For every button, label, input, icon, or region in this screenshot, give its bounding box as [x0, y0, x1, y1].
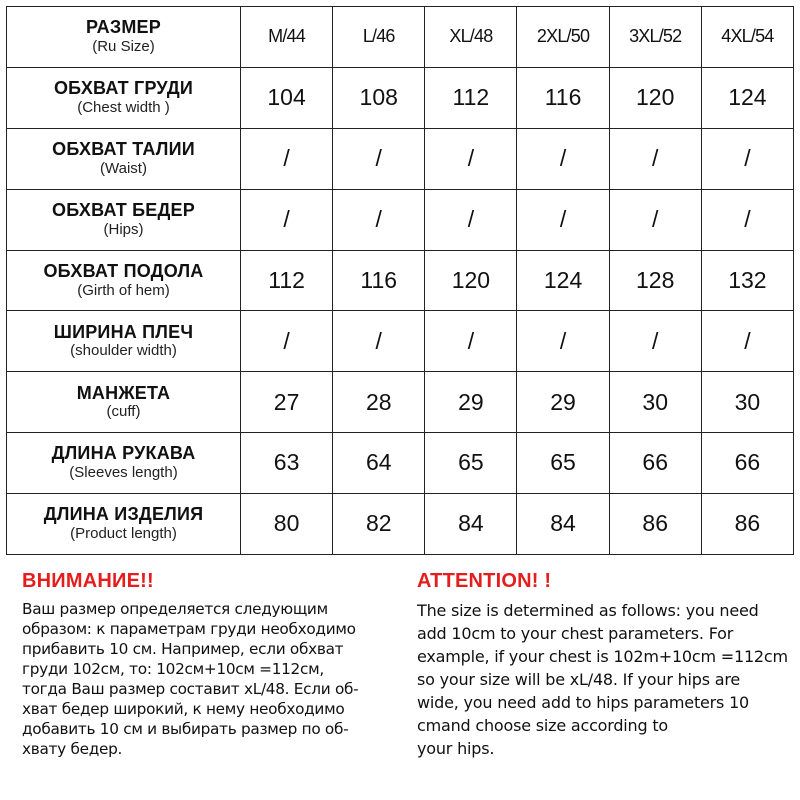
table-cell: 65 — [517, 433, 609, 494]
table-cell: 27 — [241, 372, 333, 433]
row-label — [7, 433, 241, 494]
table-cell: 86 — [701, 494, 793, 555]
table-cell: 80 — [241, 494, 333, 555]
row-label — [7, 372, 241, 433]
size-header-label — [7, 7, 241, 68]
size-column-header: L/46 — [333, 7, 425, 68]
param-label-en: (Waist) — [100, 159, 147, 177]
table-cell: / — [517, 128, 609, 189]
param-label-en: (Sleeves length) — [69, 464, 178, 482]
table-cell: 120 — [425, 250, 517, 311]
table-cell: 66 — [609, 433, 701, 494]
table-row-cuff — [7, 372, 794, 433]
table-cell: 120 — [609, 67, 701, 128]
table-cell: 86 — [609, 494, 701, 555]
table-cell: / — [701, 311, 793, 372]
table-cell: 66 — [701, 433, 793, 494]
table-row-sleeve — [7, 433, 794, 494]
table-cell: 29 — [517, 372, 609, 433]
table-cell: 124 — [701, 67, 793, 128]
table-cell: / — [425, 128, 517, 189]
size-header-row — [7, 7, 794, 68]
notes-section — [0, 562, 800, 800]
table-cell: 112 — [425, 67, 517, 128]
note-line: прибавить 10 см. Например, если обхват — [22, 640, 344, 658]
table-cell: / — [701, 189, 793, 250]
table-row-waist — [7, 128, 794, 189]
table-cell: 124 — [517, 250, 609, 311]
table-row-chest — [7, 67, 794, 128]
table-cell: 65 — [425, 433, 517, 494]
param-label-en: (cuff) — [106, 403, 141, 421]
note-line: тогда Ваш размер составит xL/48. Если об- — [22, 680, 359, 698]
param-label-ru: ДЛИНА ИЗДЕЛИЯ — [43, 504, 204, 525]
note-line: so your size will be xL/48. If your hips are — [417, 670, 741, 689]
row-label — [7, 250, 241, 311]
table-cell: 132 — [701, 250, 793, 311]
table-cell: 28 — [333, 372, 425, 433]
row-label — [7, 189, 241, 250]
note-body-en — [417, 599, 800, 760]
table-cell: 128 — [609, 250, 701, 311]
size-column-header: XL/48 — [425, 7, 517, 68]
param-label-ru: ОБХВАТ ТАЛИИ — [52, 139, 195, 160]
note-english — [417, 570, 800, 760]
size-column-header: M/44 — [241, 7, 333, 68]
param-label-ru: ОБХВАТ БЕДЕР — [52, 199, 195, 220]
param-label-en: (shoulder width) — [70, 342, 177, 360]
table-cell: 30 — [609, 372, 701, 433]
param-label-en: (Hips) — [103, 220, 144, 238]
row-label — [7, 128, 241, 189]
table-cell: / — [425, 311, 517, 372]
note-line: cmand choose size according to — [417, 716, 668, 735]
note-line: your hips. — [417, 739, 495, 758]
table-cell: / — [241, 128, 333, 189]
row-label — [7, 311, 241, 372]
attention-heading-en: ATTENTION! ! — [417, 570, 552, 592]
table-cell: 84 — [517, 494, 609, 555]
table-cell: 108 — [333, 67, 425, 128]
table-cell: / — [609, 189, 701, 250]
note-line: add 10cm to your chest parameters. For — [417, 624, 734, 643]
row-label — [7, 494, 241, 555]
param-label-ru: ШИРИНА ПЛЕЧ — [53, 321, 194, 342]
size-column-header: 3XL/52 — [609, 7, 701, 68]
size-column-header: 2XL/50 — [517, 7, 609, 68]
note-line: хват бедер широкий, к нему необходимо — [22, 700, 345, 718]
table-cell: / — [333, 128, 425, 189]
table-cell: 29 — [425, 372, 517, 433]
table-row-shoulder — [7, 311, 794, 372]
table-cell: / — [241, 189, 333, 250]
param-label-en: (Product length) — [70, 525, 177, 543]
table-cell: / — [425, 189, 517, 250]
param-label-ru: ДЛИНА РУКАВА — [51, 443, 196, 464]
table-row-length — [7, 494, 794, 555]
note-line: образом: к параметрам груди необходимо — [22, 620, 356, 638]
size-table — [6, 6, 794, 555]
note-line: груди 102см, то: 102см+10см =112см, — [22, 660, 324, 678]
note-body-ru — [22, 599, 407, 759]
table-cell: / — [609, 128, 701, 189]
param-label-ru: ОБХВАТ ПОДОЛА — [43, 260, 204, 281]
table-cell: 84 — [425, 494, 517, 555]
attention-heading-ru: ВНИМАНИЕ!! — [22, 570, 154, 592]
note-line: wide, you need add to hips parameters 10 — [417, 693, 750, 712]
table-cell: 116 — [333, 250, 425, 311]
param-label-ru: ОБХВАТ ГРУДИ — [53, 78, 194, 99]
table-cell: / — [517, 311, 609, 372]
note-line: Ваш размер определяется следующим — [22, 600, 328, 618]
table-cell: 63 — [241, 433, 333, 494]
table-cell: / — [517, 189, 609, 250]
size-column-header: 4XL/54 — [701, 7, 793, 68]
table-cell: / — [333, 311, 425, 372]
table-cell: / — [609, 311, 701, 372]
param-label-ru: РАЗМЕР — [86, 17, 161, 38]
table-cell: 30 — [701, 372, 793, 433]
note-line: example, if your chest is 102m+10cm =112cm — [417, 647, 788, 666]
param-label-en: (Chest width ) — [77, 98, 170, 116]
param-label-en: (Ru Size) — [92, 38, 155, 56]
table-cell: 116 — [517, 67, 609, 128]
table-cell: 104 — [241, 67, 333, 128]
table-cell: 112 — [241, 250, 333, 311]
note-line: добавить 10 см и выбирать размер по об- — [22, 720, 349, 738]
table-cell: / — [241, 311, 333, 372]
table-row-hips — [7, 189, 794, 250]
param-label-ru: МАНЖЕТА — [76, 382, 171, 403]
row-label — [7, 67, 241, 128]
note-line: хвату бедер. — [22, 740, 123, 758]
table-cell: / — [333, 189, 425, 250]
table-cell: 82 — [333, 494, 425, 555]
table-row-hem — [7, 250, 794, 311]
table-cell: / — [701, 128, 793, 189]
table-cell: 64 — [333, 433, 425, 494]
note-line: The size is determined as follows: you need — [417, 601, 759, 620]
param-label-en: (Girth of hem) — [77, 281, 170, 299]
note-russian — [22, 570, 407, 759]
